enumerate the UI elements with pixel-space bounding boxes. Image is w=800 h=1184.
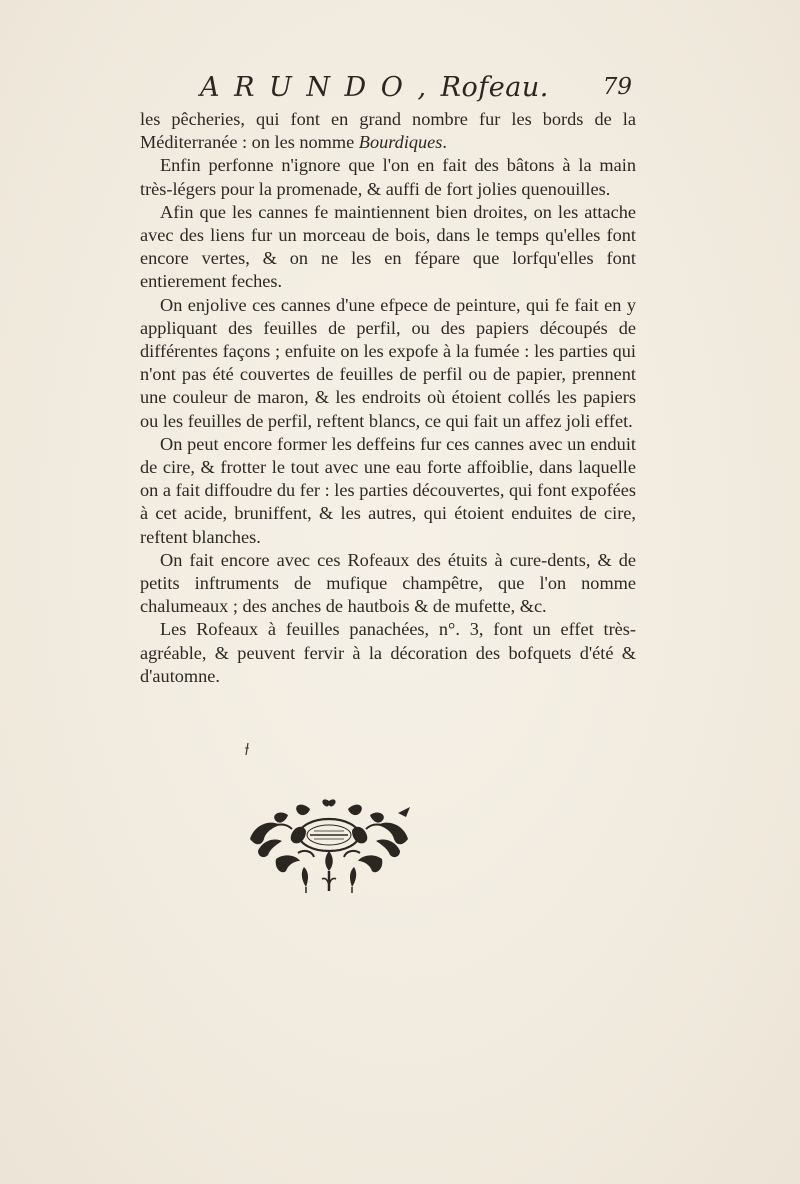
paragraph: On enjolive ces cannes d'une efpece de peinture, qui fe fait en y appliquant des feuilles de perfil, ou des papiers découpés de différentes façons ; enfuite on les expofe à la fumée : les parties qui n'ont pas été couvertes de feuilles de perfil ou de papier, prennent une couleur de maron, & les endroits où étoient collés les papiers ou les feuilles de perfil, reftent blancs, ce qui fait un affez joli effet. <box>140 294 636 431</box>
paragraph: Les Rofeaux à feuilles panachées, n°. 3, font un effet très-agréable, & peuvent fervir à la décoration des bofquets d'été & d'automne. <box>140 619 636 686</box>
paragraph <box>140 108 636 154</box>
paragraph-text: les pêcheries, qui font en grand nombre fur les bords de la Méditerranée : on les nomme <box>140 109 636 153</box>
paragraph: On fait encore avec ces Rofeaux des étuits à cure-dents, & de petits inftruments de mufique champêtre, que l'on nomme chalumeaux ; des anches de hautbois & de mufette, &c. <box>140 549 636 617</box>
page-number: 79 <box>602 74 632 100</box>
stray-ink-mark <box>244 742 250 756</box>
body-text <box>140 108 636 688</box>
running-title-sub: Rofeau. <box>440 72 549 103</box>
paragraph: Enfin perfonne n'ignore que l'on en fait des bâtons à la main très-légers pour la promenade, & auffi de fort jolies quenouilles. <box>140 155 636 199</box>
paragraph-text: . <box>442 132 447 153</box>
paragraph: Afin que les cannes fe maintiennent bien droites, on les attache avec des liens fur un morceau de bois, dans le temps qu'elles font encore vertes, & on ne les en fépare que lorfqu'elles font entierement feches. <box>140 201 636 292</box>
running-title <box>200 72 549 103</box>
running-title-main: A R U N D O , <box>200 72 430 103</box>
italic-term: Bourdiques <box>358 132 443 153</box>
paragraph: On peut encore former les deffeins fur ces cannes avec un enduit de cire, & frotter le tout avec une eau forte affoiblie, dans laquelle on a fait diffoudre du fer : les parties découvertes, qui font expofées à cet acide, bruniffent, & les autres, qui étoient enduites de cire, reftent blanches. <box>140 433 636 547</box>
floral-tailpiece-ornament-icon <box>240 795 418 895</box>
page-header <box>200 72 630 106</box>
